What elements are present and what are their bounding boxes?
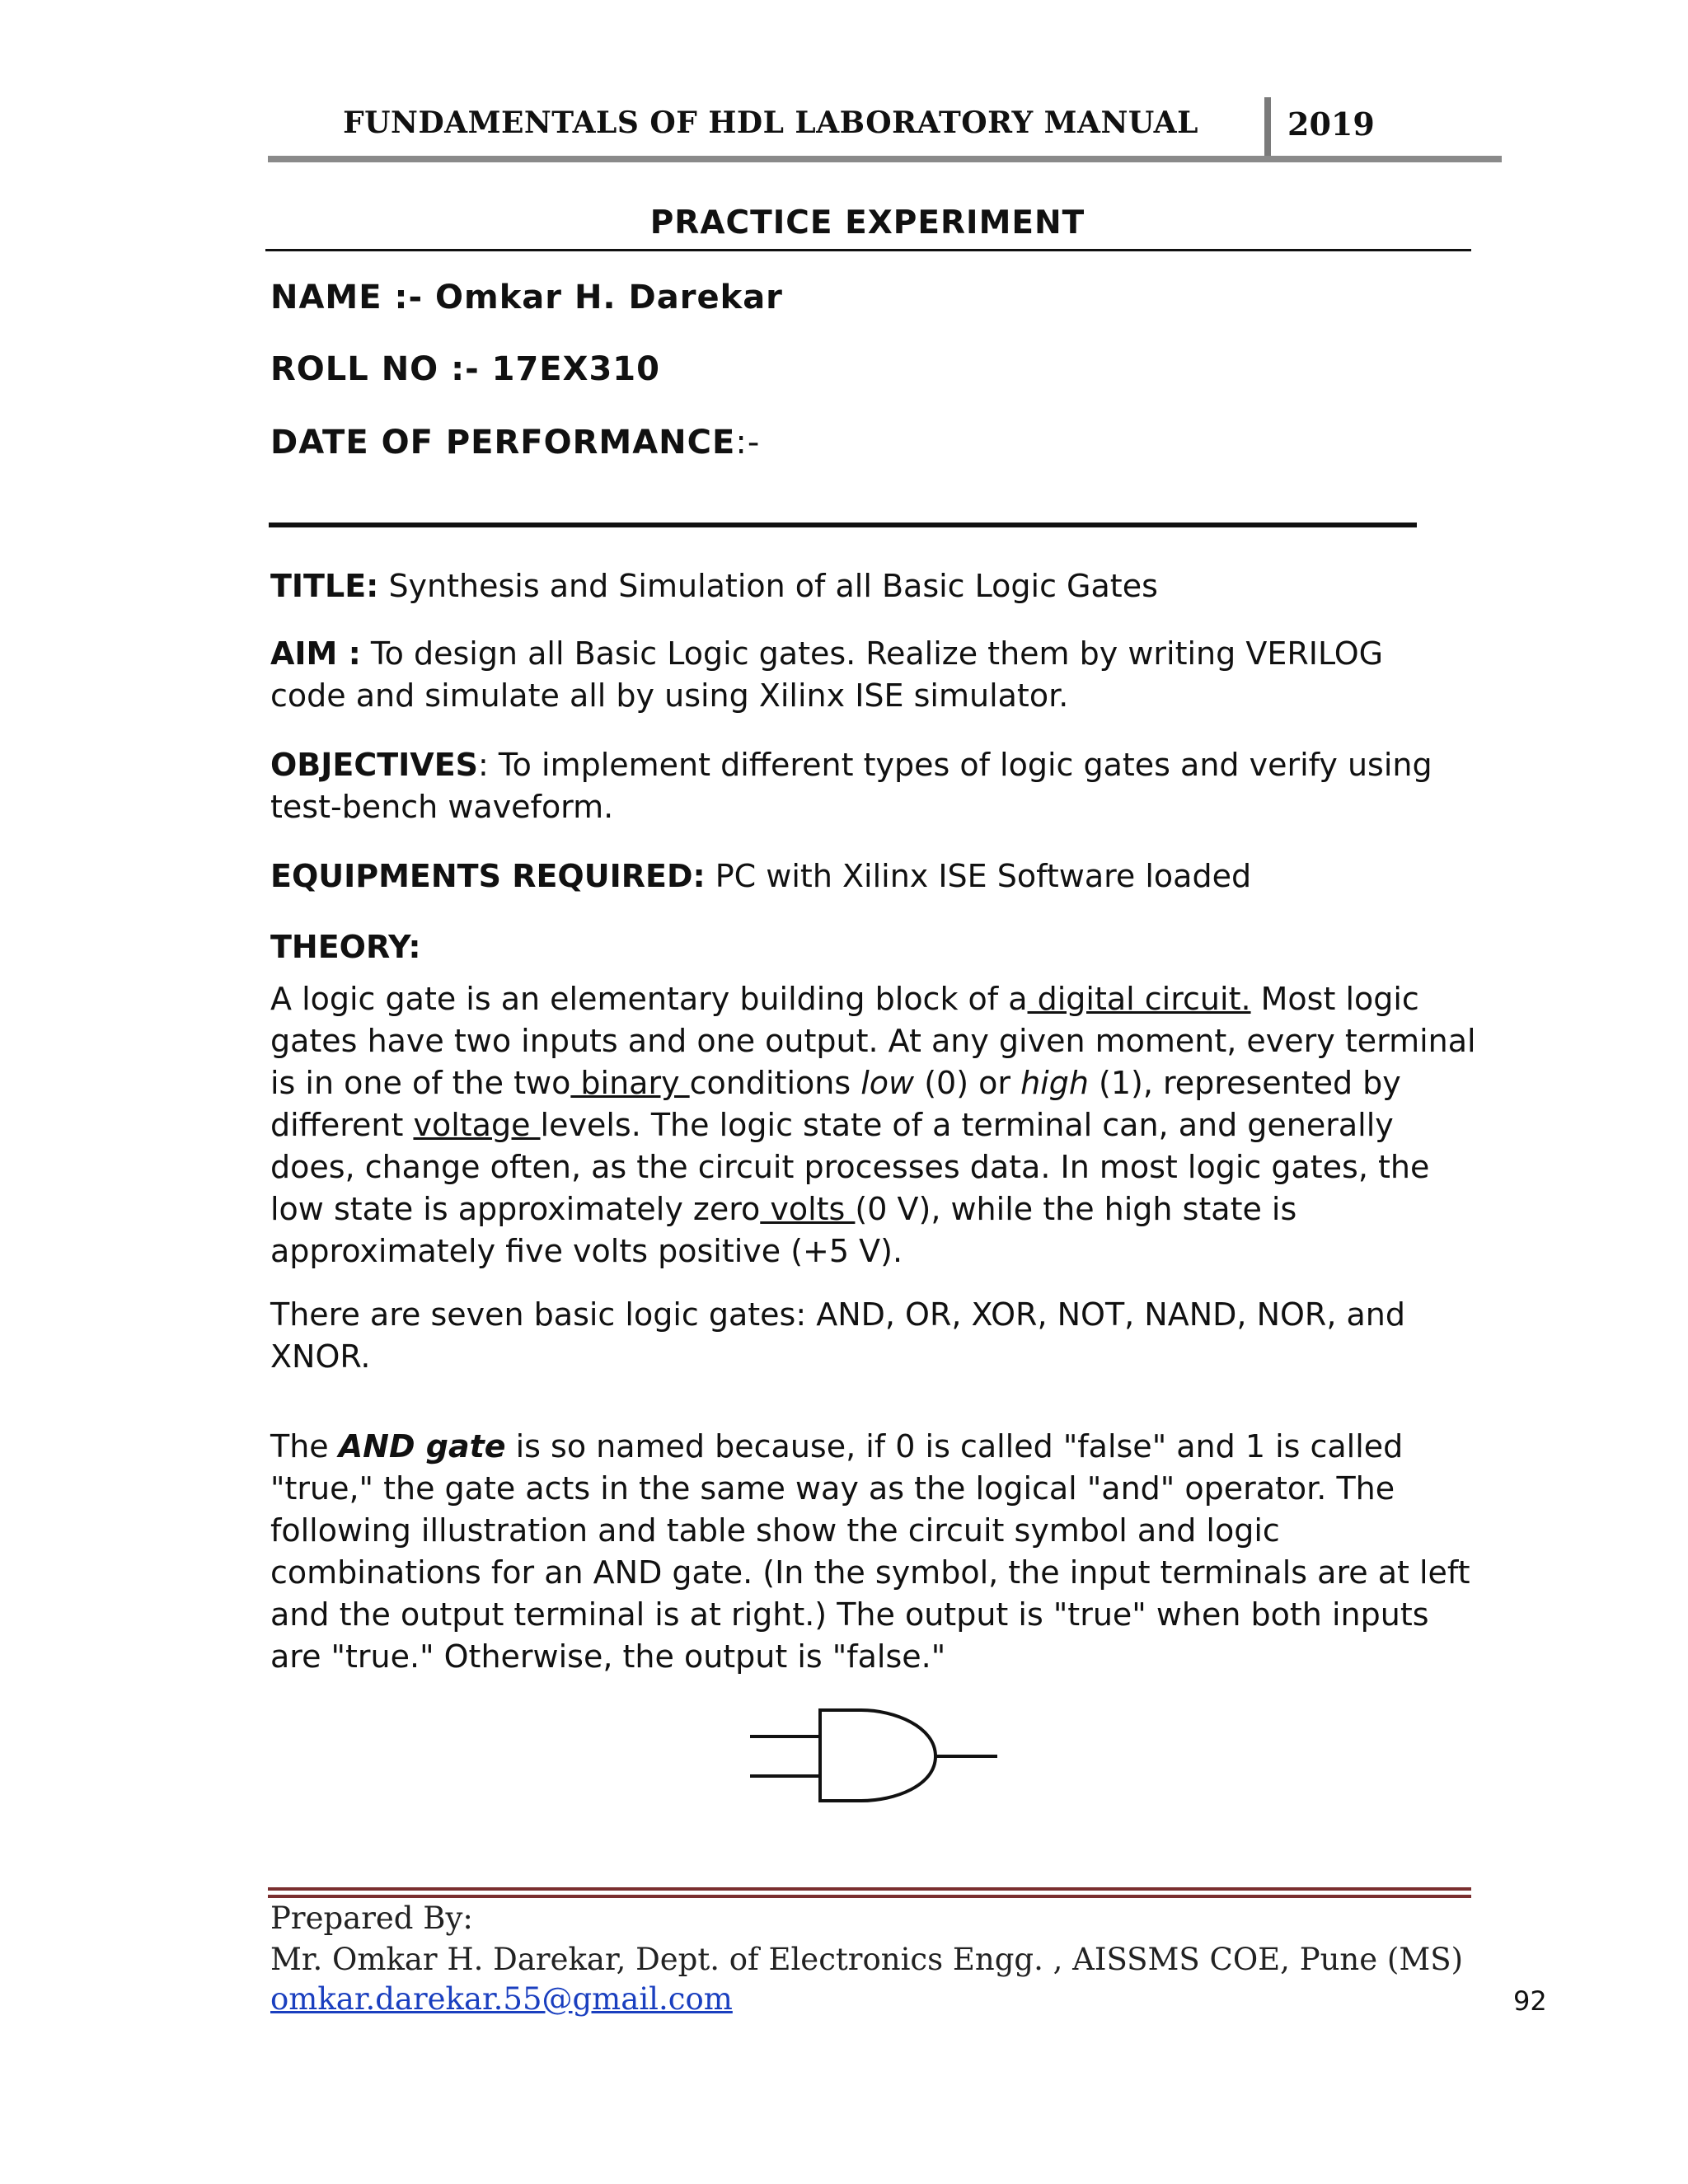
separator-rule (269, 523, 1417, 527)
objectives-paragraph (270, 744, 1457, 828)
author-line: Mr. Omkar H. Darekar, Dept. of Electronics Engg. , AISSMS COE, Pune (MS) (270, 1942, 1464, 1977)
prepared-by: Prepared By: (270, 1900, 473, 1936)
equipments-line (270, 855, 1482, 898)
term-high: high (1020, 1065, 1089, 1101)
aim-label: AIM : (270, 635, 361, 672)
title-line (270, 565, 1482, 607)
theory-p3-text-a: The (270, 1428, 339, 1465)
date-of-performance (270, 424, 760, 462)
header-divider (1264, 97, 1271, 160)
objectives-text: : To implement different types of logic gates and verify using test-bench waveform. (270, 747, 1432, 825)
aim-text: To design all Basic Logic gates. Realize them by writing VERILOG code and simulate all by using Xilinx ISE simulator. (270, 635, 1384, 714)
theory-p3-text-b: is so named because, if 0 is called "false" and 1 is called "true," the gate acts in the same way as the logical "and" operator. The following illustration and table show the circuit symbol and logic combinations for an AND gate. (In the symbol, the input terminals are at left and the output terminal is at right.) The output is "true" when both inputs are "true." Otherwise, the output is "false." (270, 1428, 1470, 1675)
theory-p1-text-f: levels. The logic state of a terminal can, and generally does, change often, as the circuit processes data. In most logic gates, the low state is approximately zero (270, 1107, 1430, 1227)
header-rule (268, 156, 1502, 162)
link-binary[interactable]: binary (570, 1065, 690, 1101)
title-text: Synthesis and Simulation of all Basic Logic Gates (378, 568, 1158, 604)
title-label: TITLE: (270, 568, 379, 604)
aim-paragraph (270, 633, 1457, 717)
link-volts[interactable]: volts (760, 1191, 856, 1227)
theory-p1-text-c: conditions (689, 1065, 861, 1101)
objectives-label: OBJECTIVES (270, 747, 479, 783)
term-low: low (860, 1065, 915, 1101)
roll-number: ROLL NO :- 17EX310 (270, 350, 660, 388)
footer-rule-bottom (268, 1895, 1471, 1898)
theory-label: THEORY: (270, 929, 421, 965)
experiment-heading: PRACTICE EXPERIMENT (649, 204, 1085, 241)
theory-heading (270, 926, 1482, 968)
theory-p1-text-e: (1), represented by different (270, 1065, 1401, 1143)
theory-paragraph-1 (270, 978, 1482, 1272)
manual-year: 2019 (1287, 105, 1375, 143)
heading-rule (265, 249, 1471, 251)
theory-p1-text-a: A logic gate is an elementary building block of a (270, 981, 1028, 1017)
footer-rule-top (268, 1887, 1471, 1891)
manual-title: FUNDAMENTALS OF HDL LABORATORY MANUAL (343, 105, 1198, 140)
author-email-link[interactable]: omkar.darekar.55@gmail.com (270, 1981, 733, 2017)
equipments-text: PC with Xilinx ISE Software loaded (705, 858, 1252, 894)
page-number: 92 (1513, 1985, 1547, 2017)
and-gate-icon (746, 1702, 1010, 1812)
theory-p1-text-d: (0) or (914, 1065, 1021, 1101)
theory-p1-text-b: Most logic gates have two inputs and one output. At any given moment, every terminal is in one of the two (270, 981, 1476, 1101)
student-name: NAME :- Omkar H. Darekar (270, 279, 783, 316)
date-label: DATE OF PERFORMANCE (270, 424, 736, 462)
link-digital-circuit[interactable]: digital circuit. (1027, 981, 1251, 1017)
theory-p1-text-g: (0 V), while the high state is approximately five volts positive (+5 V). (270, 1191, 1297, 1269)
link-voltage[interactable]: voltage (413, 1107, 541, 1143)
term-and-gate: AND gate (338, 1428, 506, 1465)
theory-paragraph-3 (270, 1426, 1482, 1678)
date-suffix: :- (735, 424, 761, 462)
theory-paragraph-2: There are seven basic logic gates: AND, OR, XOR, NOT, NAND, NOR, and XNOR. (270, 1296, 1405, 1375)
equipments-label: EQUIPMENTS REQUIRED: (270, 858, 706, 894)
